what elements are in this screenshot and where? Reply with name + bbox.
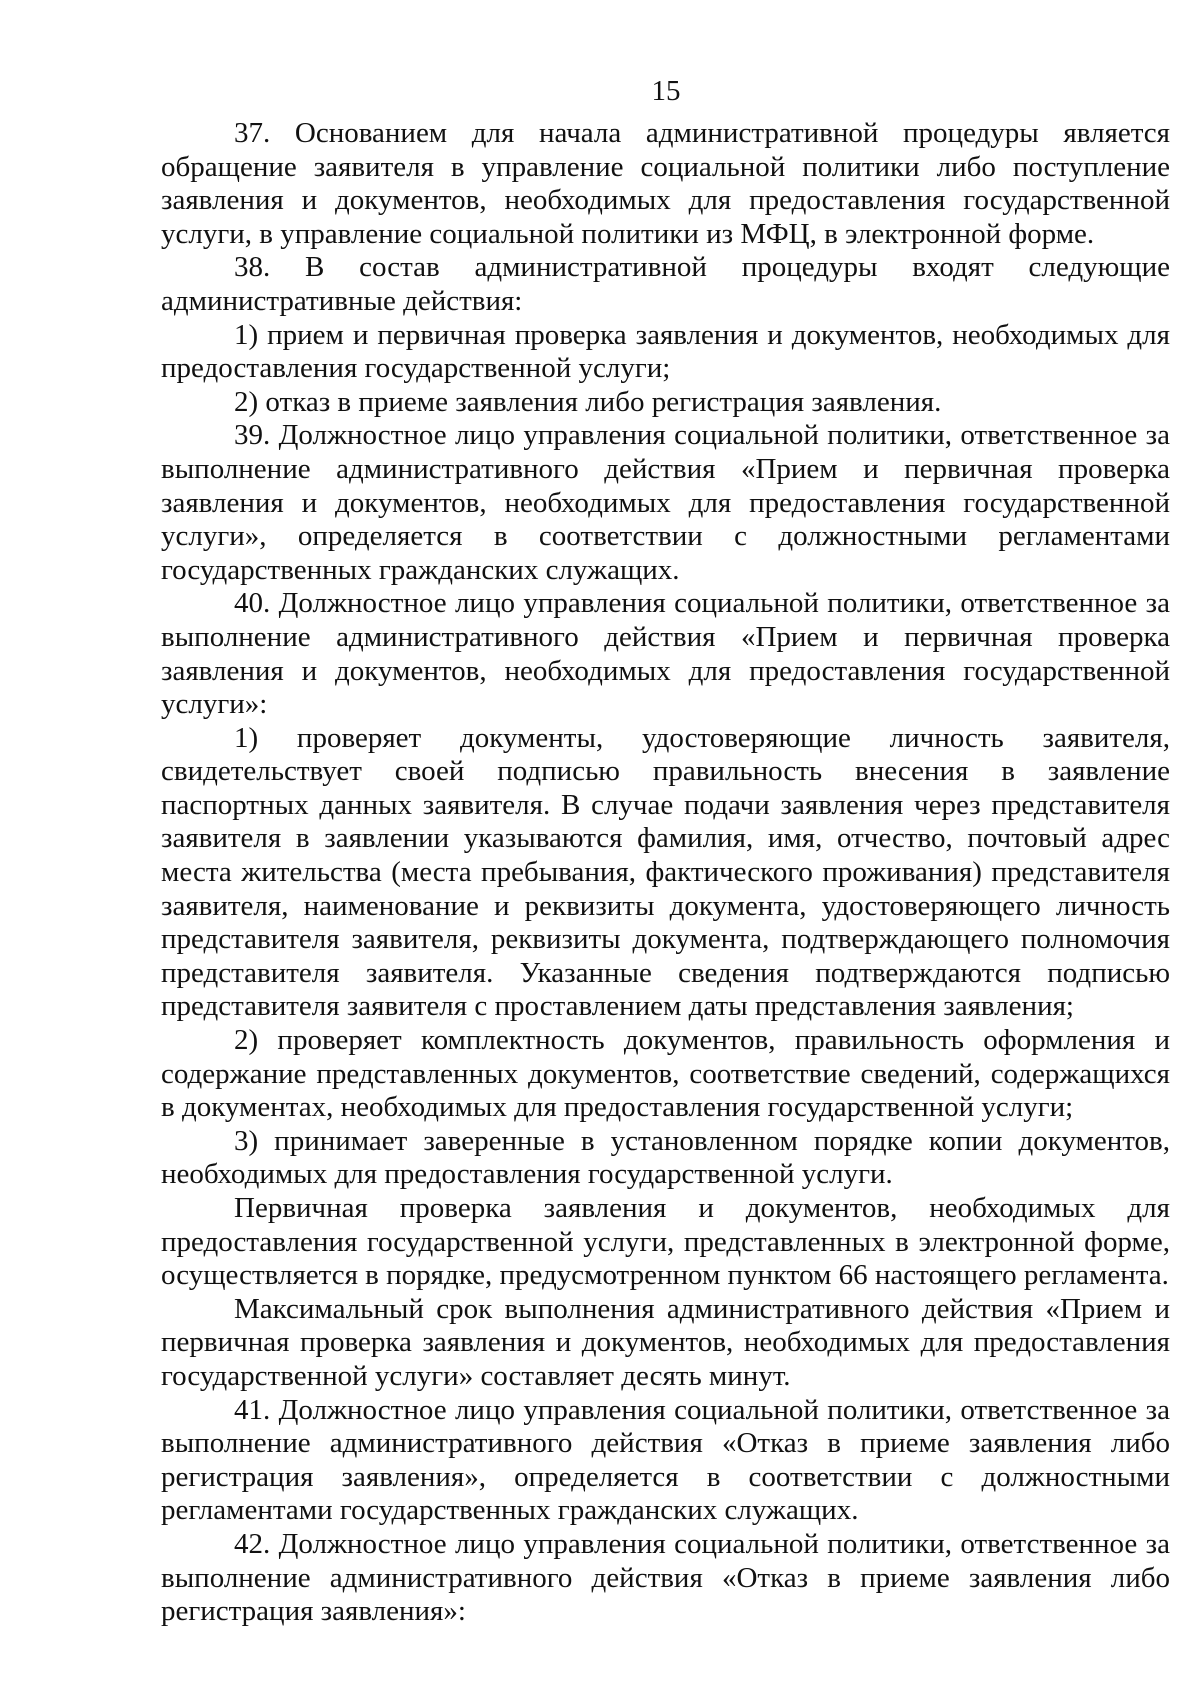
paragraph-41: 41. Должностное лицо управления социальной политики, ответственное за выполнение административного действия «Отказ в приеме заявления либо регистрация заявления», определяется в соответствии с должностными регламентами государственных гражданских служащих.	[161, 1393, 1170, 1527]
paragraph-38-item-2: 2) отказ в приеме заявления либо регистрация заявления.	[234, 385, 942, 418]
paragraph-42: 42. Должностное лицо управления социальной политики, ответственное за выполнение административного действия «Отказ в приеме заявления либо регистрация заявления»:	[161, 1527, 1170, 1628]
paragraph-40-item-3: 3) принимает заверенные в установленном порядке копии документов, необходимых для предоставления государственной услуги.	[161, 1124, 1170, 1191]
page-number: 15	[651, 75, 681, 107]
paragraph-40-item-1: 1) проверяет документы, удостоверяющие личность заявителя, свидетельствует своей подписью правильность внесения в заявление паспортных данных заявителя. В случае подачи заявления через представителя заявителя в заявлении указываются фамилия, имя, отчество, почтовый адрес места жительства (места пребывания, фактического проживания) представителя заявителя, наименование и реквизиты документа, удостоверяющего личность представителя заявителя, реквизиты документа, подтверждающего полномочия представителя заявителя. Указанные сведения подтверждаются подписью представителя заявителя с проставлением даты представления заявления;	[161, 721, 1170, 1023]
document-body	[161, 117, 1170, 1629]
paragraph-primary-check: Первичная проверка заявления и документов, необходимых для предоставления государственной услуги, представленных в электронной форме, осуществляется в порядке, предусмотренном пунктом 66 настоящего регламента.	[161, 1192, 1170, 1292]
paragraph-38: 38. В состав административной процедуры входят следующие административные действия:	[161, 251, 1170, 317]
paragraph-38-item-1: 1) прием и первичная проверка заявления и документов, необходимых для предоставления государственной услуги;	[161, 318, 1170, 385]
paragraph-37: 37. Основанием для начала административной процедуры является обращение заявителя в управление социальной политики либо поступление заявления и документов, необходимых для предоставления государственной услуги, в управление социальной политики из МФЦ, в электронной форме.	[161, 117, 1170, 250]
paragraph-39: 39. Должностное лицо управления социальной политики, ответственное за выполнение административного действия «Прием и первичная проверка заявления и документов, необходимых для предоставления государственной услуги», определяется в соответствии с должностными регламентами государственных гражданских служащих.	[161, 419, 1170, 586]
paragraph-40-item-2: 2) проверяет комплектность документов, правильность оформления и содержание представленных документов, соответствие сведений, содержащихся в документах, необходимых для предоставления государственной услуги;	[161, 1024, 1170, 1124]
paragraph-max-duration: Максимальный срок выполнения административного действия «Прием и первичная проверка заявления и документов, необходимых для предоставления государственной услуги» составляет десять минут.	[161, 1292, 1170, 1392]
paragraph-40: 40. Должностное лицо управления социальной политики, ответственное за выполнение административного действия «Прием и первичная проверка заявления и документов, необходимых для предоставления государственной услуги»:	[161, 587, 1170, 721]
